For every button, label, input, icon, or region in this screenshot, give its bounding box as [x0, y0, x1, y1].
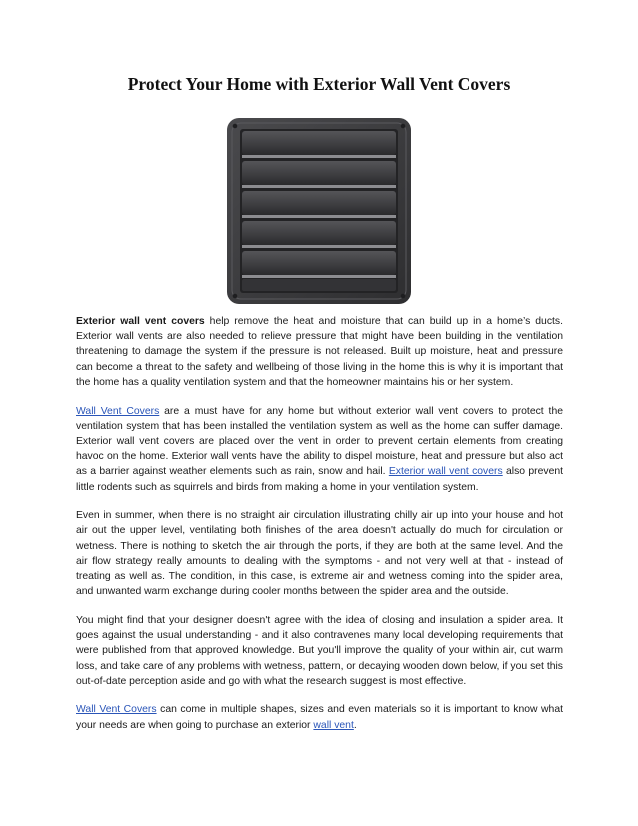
paragraph-3: Even in summer, when there is no straight air circulation illustrating chilly air up into your house and hot air out the upper level, ventilating both finishes of the area doesn't actually do much for circulation or wetness. There is nothing to sketch the air through the ports, if they are both at the same level. And the air flow strategy really amounts to dealing with the symptoms - and not very well at that - instead of treating as well as. The condition, in this case, is extreme air and wetness coming into the spider area, and unwanted warm exchange during cooler months between the spider area and the outside.	[76, 510, 563, 598]
paragraph-text: .	[353, 719, 357, 731]
wall-vent-covers-link-2[interactable]: Wall Vent Covers	[76, 704, 157, 716]
paragraph-text: are a must have for any home but without exterior wall vent covers to protect the ventilation system that has been installed the ventilation system as well as the home can suffer damage. Exterior wall vent covers are placed over the vent in order to prevent certain elements from creating havoc on the home. Exterior wall vents have the ability to dispel moisture, heat and pressure but also act as a barrier against weather elements such as rain, snow and hail.	[76, 405, 563, 478]
paragraph-text: help remove the heat and moisture that can build up in a home’s ducts. Exterior wall vents are also needed to relieve pressure that might have been building in the ventilation threatening to damage the system if the pressure is not released. Built up moisture, heat and pressure can become a threat to the safety and wellbeing of those living in the home this is why it is important that the home has a quality ventilation system and that the homeowner maintains his or her system.	[76, 316, 563, 388]
paragraph-text: also prevent little rodents such as squirrels and birds from making a home in your ventilation system.	[76, 466, 564, 493]
paragraph-2	[76, 404, 563, 495]
paragraph-text: can come in multiple shapes, sizes and even materials so it is important to know what your needs are when going to purchase an exterior	[76, 704, 563, 731]
wall-vent-cover-image	[226, 117, 412, 305]
paragraph-1	[76, 314, 563, 390]
wall-vent-link[interactable]: wall vent	[313, 719, 354, 731]
paragraph-5	[76, 702, 563, 732]
document-title: Protect Your Home with Exterior Wall Vent Covers	[127, 74, 511, 94]
paragraph-4: You might find that your designer doesn't agree with the idea of closing and insulation a spider area. It goes against the usual understanding - and it also contravenes many local developing requirements that were published from that approved knowledge. But you'll improve the quality of your within air, cut warm loss, and take care of any problems with wetness, pattern, or decaying wooden down below, if you set this out-of-date perception aside and go with what the research suggest is most effective.	[76, 614, 563, 687]
article-body	[76, 314, 563, 746]
bold-lead: Exterior wall vent covers	[76, 316, 205, 327]
wall-vent-covers-link[interactable]: Wall Vent Covers	[76, 405, 160, 417]
exterior-wall-vent-covers-link[interactable]: Exterior wall vent covers	[388, 466, 503, 478]
